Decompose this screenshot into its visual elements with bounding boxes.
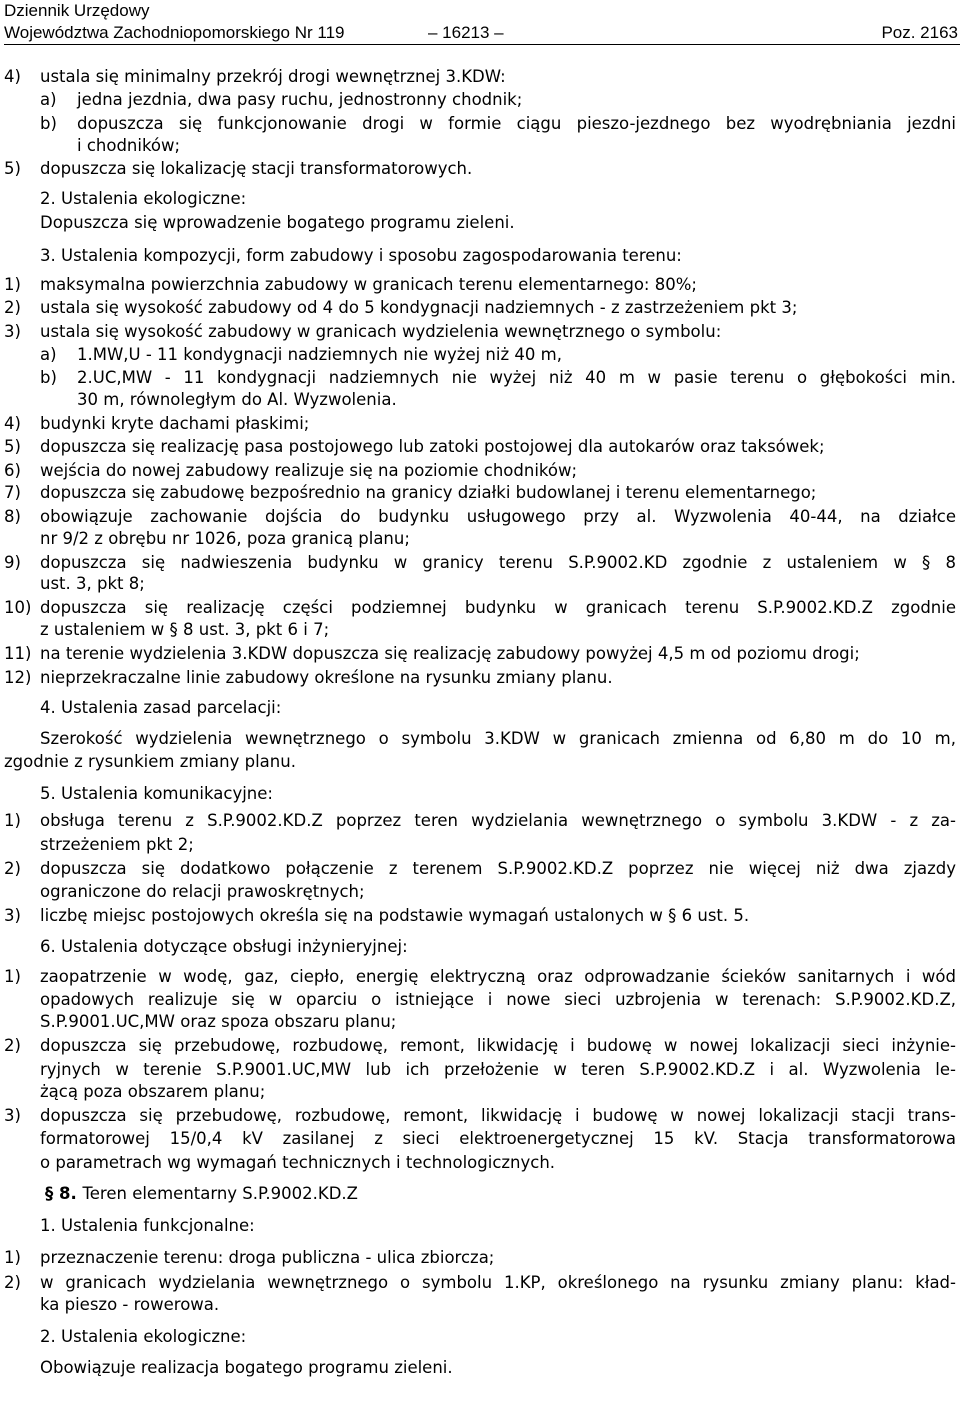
line-text: dopuszcza się funkcjonowanie drogi w formie ciągu pieszo-jezdnego bez wyodrębniania jezdni xyxy=(77,114,956,133)
line-text: w granicach wydzielania wewnętrznego o symbolu 1.KP, określonego na rysunku zmiany planu: kład- xyxy=(40,1273,956,1292)
list-marker: 1) xyxy=(4,811,21,830)
line-text: 30 m, równoległym do Al. Wyzwolenia. xyxy=(77,390,397,409)
line-text: nr 9/2 z obrębu nr 1026, poza granicą planu; xyxy=(40,529,410,548)
list-marker: 1) xyxy=(4,967,21,986)
line-text: nieprzekraczalne linie zabudowy określone na rysunku zmiany planu. xyxy=(40,668,613,687)
list-marker: 12) xyxy=(4,668,32,687)
list-marker: 5) xyxy=(4,159,21,178)
line-text: 2. Ustalenia ekologiczne: xyxy=(40,1327,247,1346)
line-text: Szerokość wydzielenia wewnętrznego o symbolu 3.KDW w granicach zmienna od 6,80 m do 10 m, xyxy=(40,729,956,748)
line-text: opadowych realizuje się w oparciu o istniejące i nowe sieci uzbrojenia w terenach: S.P.9002.KD.Z, xyxy=(40,990,956,1009)
line-text: 1.MW,U - 11 kondygnacji nadziemnych nie wyżej niż 40 m, xyxy=(77,345,562,364)
list-marker: 2) xyxy=(4,859,21,878)
line-text: ograniczone do relacji prawoskrętnych; xyxy=(40,882,365,901)
journal-issue: Województwa Zachodniopomorskiego Nr 119 xyxy=(4,23,345,42)
line-text: 1. Ustalenia funkcjonalne: xyxy=(40,1216,255,1235)
line-text: dopuszcza się realizację pasa postojowego lub zatoki postojowej dla autokarów oraz taksówek; xyxy=(40,437,825,456)
line-text: zaopatrzenie w wodę, gaz, ciepło, energię elektryczną oraz odprowadzanie ścieków sanitarnych i wód xyxy=(40,967,956,986)
line-text: przeznaczenie terenu: droga publiczna - ulica zbiorcza; xyxy=(40,1248,495,1267)
line-text: dopuszcza się dodatkowo połączenie z terenem S.P.9002.KD.Z poprzez nie więcej niż dwa zjazdy xyxy=(40,859,956,878)
line-text: z ustaleniem w § 8 ust. 3, pkt 6 i 7; xyxy=(40,620,330,639)
list-marker: a) xyxy=(40,345,57,364)
line-text: 5. Ustalenia komunikacyjne: xyxy=(40,784,273,803)
line-text: żącą poza obszarem planu; xyxy=(40,1082,266,1101)
list-marker: 6) xyxy=(4,461,21,480)
list-marker: 8) xyxy=(4,507,21,526)
line-text: S.P.9001.UC,MW oraz spoza obszaru planu; xyxy=(40,1012,397,1031)
list-marker: b) xyxy=(40,114,57,133)
line-text: ka pieszo - rowerowa. xyxy=(40,1295,220,1314)
page-number: – 16213 – xyxy=(428,23,504,42)
line-text: 3. Ustalenia kompozycji, form zabudowy i sposobu zagospodarowania terenu: xyxy=(40,246,682,265)
line-text: obowiązuje zachowanie dojścia do budynku usługowego przy al. Wyzwolenia 40-44, na działce xyxy=(40,507,956,526)
line-text: Dopuszcza się wprowadzenie bogatego programu zieleni. xyxy=(40,213,515,232)
list-marker: 5) xyxy=(4,437,21,456)
header-rule xyxy=(4,44,960,45)
line-text: ustala się wysokość zabudowy od 4 do 5 kondygnacji nadziemnych - z zastrzeżeniem pkt 3; xyxy=(40,298,798,317)
list-marker: 3) xyxy=(4,1106,21,1125)
list-marker: 4) xyxy=(4,67,21,86)
page-header xyxy=(4,0,958,44)
list-marker: 2) xyxy=(4,1036,21,1055)
line-text: dopuszcza się lokalizację stacji transformatorowych. xyxy=(40,159,473,178)
line-text: i chodników; xyxy=(77,136,181,155)
line-text: 4. Ustalenia zasad parcelacji: xyxy=(40,698,282,717)
list-marker: b) xyxy=(40,368,57,387)
list-marker: 2) xyxy=(4,298,21,317)
line-text: Obowiązuje realizacja bogatego programu zieleni. xyxy=(40,1358,453,1377)
line-text: strzeżeniem pkt 2; xyxy=(40,835,194,854)
line-text: budynki kryte dachami płaskimi; xyxy=(40,414,310,433)
line-text: maksymalna powierzchnia zabudowy w granicach terenu elementarnego: 80%; xyxy=(40,275,697,294)
journal-title: Dziennik Urzędowy xyxy=(4,1,150,20)
line-text: zgodnie z rysunkiem zmiany planu. xyxy=(4,752,296,771)
list-marker: 11) xyxy=(4,644,32,663)
line-text: dopuszcza się zabudowę bezpośrednio na granicy działki budowlanej i terenu elementarnego; xyxy=(40,483,817,502)
line-text: liczbę miejsc postojowych określa się na podstawie wymagań ustalonych w § 6 ust. 5. xyxy=(40,906,750,925)
list-marker: 10) xyxy=(4,598,32,617)
line-text: dopuszcza się przebudowę, rozbudowę, remont, likwidację i budowę w nowej lokalizacji sieci inżynie- xyxy=(40,1036,956,1055)
list-marker: 3) xyxy=(4,906,21,925)
position-number: Poz. 2163 xyxy=(881,23,958,42)
line-text: dopuszcza się realizację części podziemnej budynku w granicach terenu S.P.9002.KD.Z zgodnie xyxy=(40,598,956,617)
line-text: obsługa terenu z S.P.9002.KD.Z poprzez teren wydzielania wewnętrznego o symbolu 3.KDW - z za- xyxy=(40,811,956,830)
line-text: dopuszcza się nadwieszenia budynku w granicy terenu S.P.9002.KD zgodnie z ustaleniem w § 8 xyxy=(40,553,956,572)
line-text: 6. Ustalenia dotyczące obsługi inżynieryjnej: xyxy=(40,937,408,956)
list-marker: 4) xyxy=(4,414,21,433)
line-text: ryjnych w terenie S.P.9001.UC,MW lub ich przełożenie w teren S.P.9002.KD.Z i al. Wyzwolenia le- xyxy=(40,1060,956,1079)
list-marker: 3) xyxy=(4,322,21,341)
line-text: o parametrach wg wymagań technicznych i technologicznych. xyxy=(40,1153,556,1172)
line-text: na terenie wydzielenia 3.KDW dopuszcza się realizację zabudowy powyżej 4,5 m od poziomu drogi; xyxy=(40,644,860,663)
line-text: wejścia do nowej zabudowy realizuje się na poziomie chodników; xyxy=(40,461,578,480)
line-text: ust. 3, pkt 8; xyxy=(40,574,145,593)
line-text: ustala się minimalny przekrój drogi wewnętrznej 3.KDW: xyxy=(40,67,506,86)
list-marker: 9) xyxy=(4,553,21,572)
list-marker: 1) xyxy=(4,1248,21,1267)
line-text: formatorowej 15/0,4 kV zasilanej z sieci elektroenergetycznej 15 kV. Stacja transformatorowa xyxy=(40,1129,956,1148)
line-text: 2.UC,MW - 11 kondygnacji nadziemnych nie wyżej niż 40 m w pasie terenu o głębokości min. xyxy=(77,368,956,387)
line-text: dopuszcza się przebudowę, rozbudowę, remont, likwidację i budowę w nowej lokalizacji stacji trans- xyxy=(40,1106,956,1125)
line-text: jedna jezdnia, dwa pasy ruchu, jednostronny chodnik; xyxy=(77,90,523,109)
list-marker: 1) xyxy=(4,275,21,294)
list-marker: 7) xyxy=(4,483,21,502)
list-marker: 2) xyxy=(4,1273,21,1292)
line-text: § 8. Teren elementarny S.P.9002.KD.Z xyxy=(45,1184,358,1203)
list-marker: a) xyxy=(40,90,57,109)
line-text: 2. Ustalenia ekologiczne: xyxy=(40,189,247,208)
line-text: ustala się wysokość zabudowy w granicach wydzielenia wewnętrznego o symbolu: xyxy=(40,322,722,341)
